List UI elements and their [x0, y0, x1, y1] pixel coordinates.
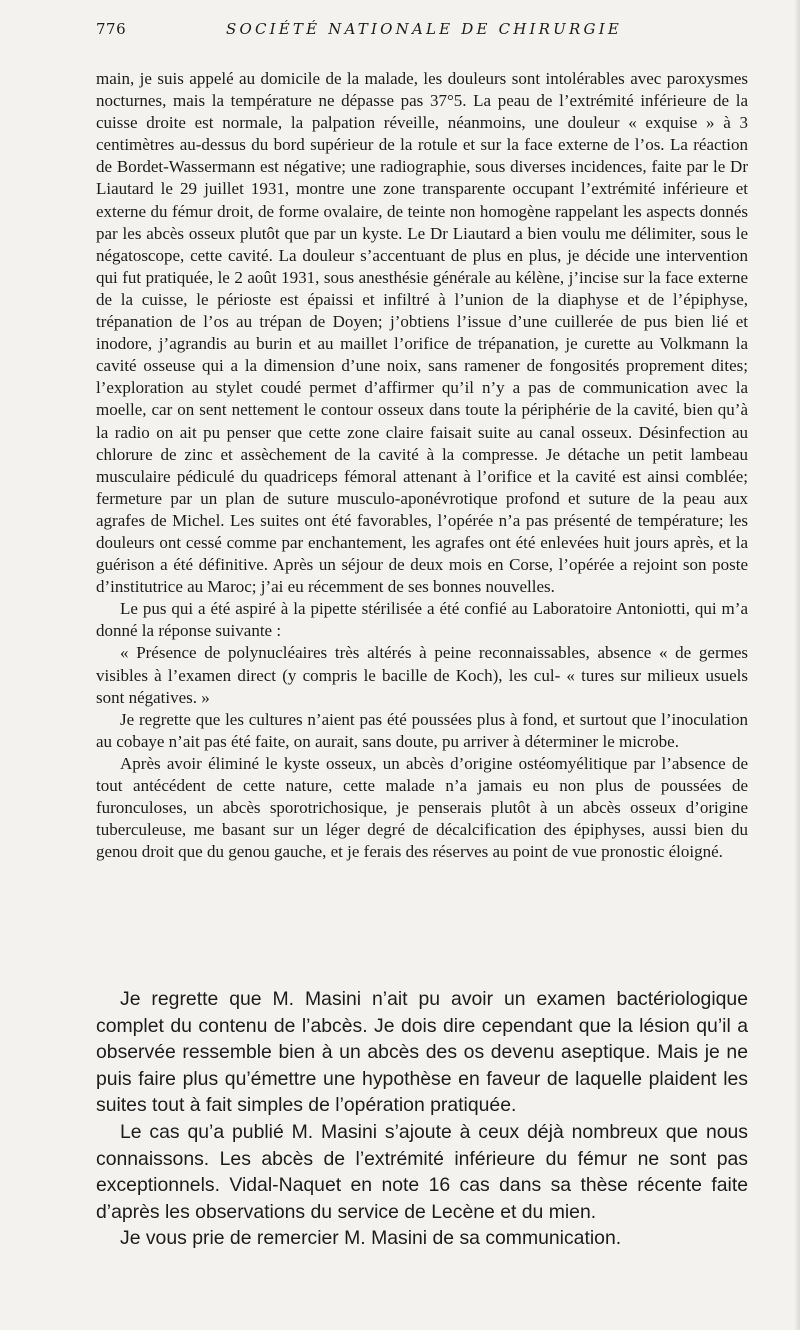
- lab-result-quote: « Présence de polynucléaires très altérés à peine reconnaissables, absence « de germes visibles à l’examen direct (y compris le bacille de Koch), les cul- « tures sur milieux usuels sont négatives. »: [96, 643, 748, 707]
- case-report-body: [96, 68, 748, 863]
- page-header: [96, 20, 756, 44]
- regret-paragraph: Je regrette que les cultures n’aient pas été poussées plus à fond, et surtout que l’inoculation au cobaye n’ait pas été faite, on aurait, sans doute, pu arriver à déterminer le microbe.: [96, 709, 748, 751]
- case-paragraph: main, je suis appelé au domicile de la malade, les douleurs sont intolérables avec paroxysmes nocturnes, mais la température ne dépasse pas 37°5. La peau de l’extrémité inférieure de la cuisse droite est normale, la palpation réveille, néanmoins, une douleur « exquise » à 3 centimètres au-dessus du bord supérieur de la rotule et sur la face externe de l’os. La réaction de Bordet-Wassermann est négative; une radiographie, sous diverses incidences, faite par le Dr Liautard le 29 juillet 1931, montre une zone transparente occupant l’extrémité inférieure et externe du fémur droit, de forme ovalaire, de teinte non homogène rappelant les aspects donnés par les abcès osseux plutôt que par un kyste. Le Dr Liautard a bien voulu me délimiter, sous le négatoscope, cette cavité. La douleur s’accentuant de plus en plus, je décide une intervention qui fut pratiquée, le 2 août 1931, sous anesthésie générale au kélène, j’incise sur la face externe de la cuisse, le périoste est épaissi et infiltré à l’union de la diaphyse et de l’épiphyse, trépanation de l’os au trépan de Doyen; j’obtiens l’issue d’une cuillerée de pus bien lié et inodore, j’agrandis au burin et au maillet l’orifice de trépanation, je curette au Volkmann la cavité osseuse qui a la dimension d’une noix, sans ramener de fongosités proprement dites; l’exploration au stylet coudé permet d’affirmer qu’il n’y a pas de communication avec la moelle, car on sent nettement le contour osseux dans toute la périphérie de la cavité, bien qu’à la radio on ait pu penser que cette zone claire faisait suite au canal osseux. Désinfection au chlorure de zinc et assèchement de la cavité à la compresse. Je détache un petit lambeau musculaire pédiculé du quadriceps fémoral attenant à l’orifice et la cavité est ainsi comblée; fermeture par un plan de suture musculo-aponévrotique profond et suture de la peau aux agrafes de Michel. Les suites ont été favorables, l’opérée n’a pas présenté de température; les douleurs ont cessé comme par enchantement, les agrafes ont été enlevées huit jours après, et la guérison a été définitive. Après un séjour de deux mois en Corse, l’opérée a rejoint son poste d’institutrice au Maroc; j’ai eu récemment de ses bonnes nouvelles.: [96, 69, 748, 597]
- lab-paragraph: Le pus qui a été aspiré à la pipette stérilisée a été confié au Laboratoire Antoniotti, qui m’a donné la réponse suivante :: [96, 599, 748, 641]
- commentary-paragraph: Le cas qu’a publié M. Masini s’ajoute à ceux déjà nombreux que nous connaissons. Les abcès de l’extrémité inférieure du fémur ne sont pas exceptionnels. Vidal-Naquet en note 16 cas dans sa thèse récente faite d’après les observations du service de Lecène et du mien.: [96, 1120, 748, 1223]
- commentary-paragraph: Je vous prie de remercier M. Masini de sa communication.: [120, 1227, 622, 1250]
- running-head: SOCIÉTÉ NATIONALE DE CHIRURGIE: [226, 20, 622, 38]
- page-number: 776: [96, 20, 127, 38]
- diagnosis-paragraph: Après avoir éliminé le kyste osseux, un abcès d’origine ostéomyélitique par l’absence de tout antécédent de cette nature, cette malade n’a jamais eu non plus de poussées de furonculoses, un abcès sporotrichosique, je penserais plutôt à un abcès osseux d’origine tuberculeuse, me basant sur un léger degré de décalcification des épiphyses, aussi bien du genou droit que du genou gauche, et je ferais des réserves au point de vue pronostic éloigné.: [96, 753, 748, 862]
- commentary-paragraph: Je regrette que M. Masini n’ait pu avoir un examen bactériologique complet du contenu de l’abcès. Je dois dire cependant que la lésion qu’il a observée ressemble bien à un abcès des os devenu aseptique. Mais je ne puis faire plus qu’émettre une hypothèse en faveur de laquelle plaident les suites tout à fait simples de l’opération pratiquée.: [96, 988, 748, 1117]
- page-edge-shadow: [794, 0, 800, 1330]
- rapporteur-commentary: [96, 986, 748, 1252]
